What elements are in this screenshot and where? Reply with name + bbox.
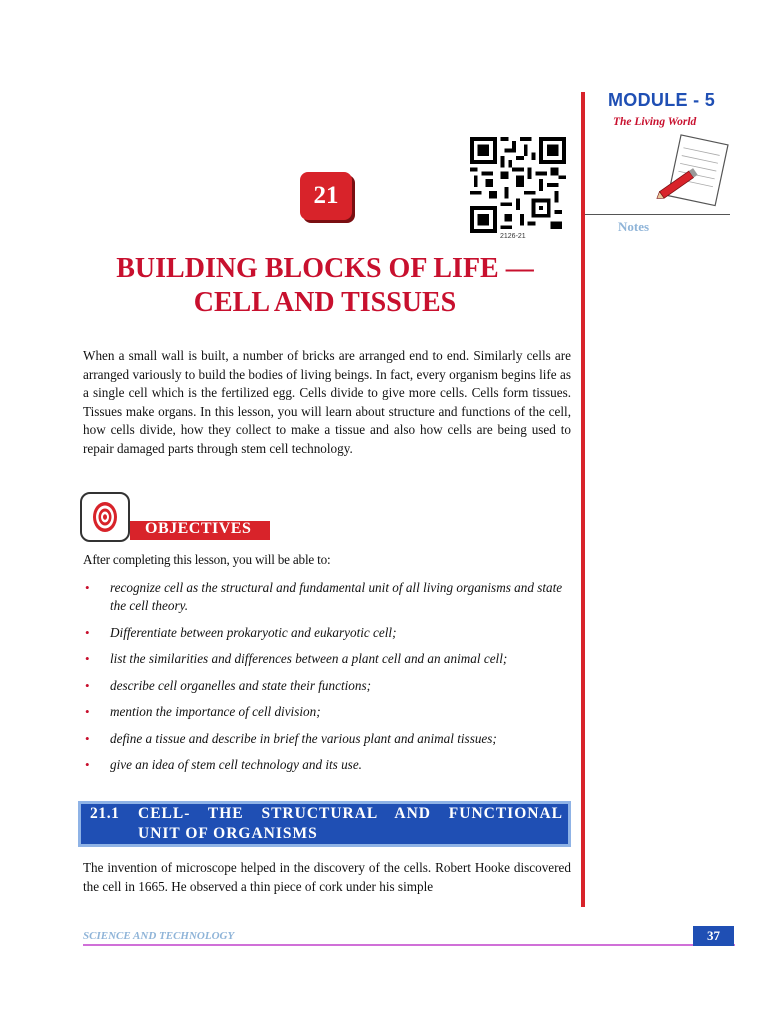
objective-text: give an idea of stem cell technology and its use. — [110, 757, 362, 772]
bullet-icon: • — [85, 624, 90, 640]
chapter-title — [60, 252, 590, 320]
intro-paragraph: When a small wall is built, a number of bricks are arranged end to end. Similarly cells are arranged variously to build the bodies of living beings. In fact, every organism begins life as a single cell which is the fertilized egg. Cells divide to give more cells. Cells form tissues. Tissues make organs. In this lesson, you will learn about structure and functions of the cell, how cells divide, how they collect to make a tissue and also how cells are being used to repair damaged parts through stem cell technology. — [83, 348, 571, 456]
notes-rule — [585, 214, 730, 215]
objective-text: define a tissue and describe in brief the various plant and animal tissues; — [110, 730, 497, 746]
objective-item — [83, 677, 575, 695]
chapter-title-line1: BUILDING BLOCKS OF LIFE — — [116, 253, 534, 284]
qr-caption: 2126-21 — [500, 233, 526, 240]
objective-text: list the similarities and differences between a plant cell and an animal cell; — [110, 651, 508, 666]
objective-item — [83, 703, 575, 721]
bullet-icon: • — [85, 757, 90, 772]
chapter-title-line2: CELL AND TISSUES — [193, 287, 457, 318]
objective-text: mention the importance of cell division; — [110, 704, 321, 719]
objective-item — [83, 650, 575, 668]
bullet-icon: • — [85, 580, 90, 595]
objective-text: describe cell organelles and state their functions; — [110, 677, 372, 693]
page-number: 37 — [693, 926, 734, 946]
module-subtitle: The Living World — [613, 116, 697, 128]
section-title-line1: CELL- THE STRUCTURAL AND FUNCTIONAL — [138, 805, 563, 822]
qr-code — [470, 137, 566, 233]
objective-text: recognize cell as the structural and fundamental unit of all living organisms and state the cell theory. — [110, 580, 563, 613]
footer-text: SCIENCE AND TECHNOLOGY — [83, 930, 235, 942]
bullet-icon: • — [85, 704, 90, 719]
objectives-list — [83, 579, 575, 783]
target-icon — [80, 492, 130, 542]
bullet-icon: • — [85, 677, 90, 693]
bullet-icon: • — [85, 651, 90, 666]
objective-item — [83, 730, 575, 748]
notes-label: Notes — [618, 219, 650, 234]
footer-rule — [83, 944, 735, 946]
objectives-heading: OBJECTIVES — [145, 520, 252, 537]
objective-item — [83, 579, 575, 615]
notepad-pencil-icon — [652, 130, 732, 210]
chapter-number-badge: 21 — [300, 172, 352, 220]
objective-text: Differentiate between prokaryotic and eukaryotic cell; — [110, 624, 397, 640]
bullet-icon: • — [85, 730, 90, 746]
module-label: MODULE - 5 — [608, 90, 716, 110]
objective-item — [83, 756, 575, 774]
section-paragraph: The invention of microscope helped in the discovery of the cells. Robert Hooke discovered the cell in 1665. He observed a thin piece of cork under his simple — [83, 860, 571, 894]
objectives-intro: After completing this lesson, you will be able to: — [83, 552, 331, 567]
section-number: 21.1 — [90, 805, 120, 822]
section-title-line2: UNIT OF ORGANISMS — [138, 825, 318, 842]
objective-item — [83, 624, 575, 642]
